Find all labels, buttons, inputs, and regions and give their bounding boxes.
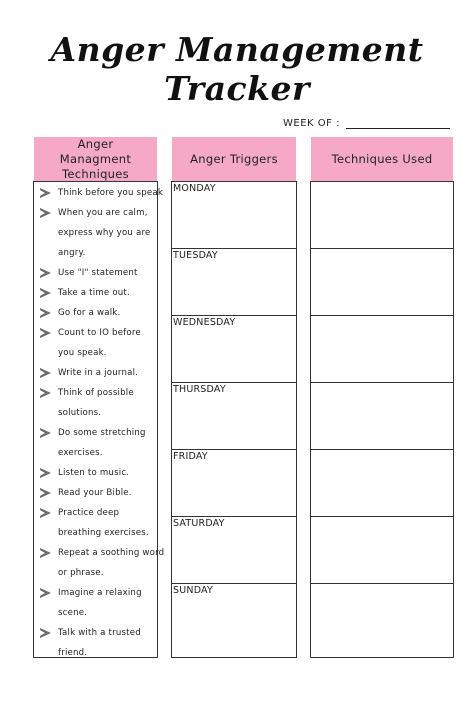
technique-text: Listen to music. (58, 468, 130, 478)
arrow-bullet-icon (40, 628, 51, 638)
technique-text: Repeat a soothing word (58, 548, 165, 558)
trigger-day-cell[interactable] (172, 383, 296, 450)
technique-text: express why you are (58, 228, 151, 238)
week-of-blank[interactable] (346, 118, 450, 129)
techniques-used-header-label: Techniques Used (331, 151, 433, 166)
technique-used-cell[interactable] (311, 316, 453, 383)
technique-text: breathing exercises. (58, 528, 149, 538)
technique-text: friend. (58, 648, 88, 658)
techniques-header-label: Anger Managment Techniques (59, 136, 132, 181)
day-label: SATURDAY (173, 518, 225, 529)
technique-text: Take a time out. (58, 288, 130, 298)
day-label: TUESDAY (173, 250, 218, 261)
techniques-header (34, 137, 157, 181)
arrow-bullet-icon (40, 308, 51, 318)
technique-used-cell[interactable] (311, 517, 453, 584)
technique-text: Write in a journal. (58, 368, 139, 378)
technique-text: Go for a walk. (58, 308, 121, 318)
arrow-bullet-icon (40, 508, 51, 518)
technique-text: Use "I" statement (58, 268, 138, 278)
technique-item (38, 205, 160, 265)
technique-item (38, 305, 160, 325)
arrow-bullet-icon (40, 488, 51, 498)
technique-text: exercises. (58, 448, 103, 458)
technique-text: scene. (58, 608, 88, 618)
trigger-day-cell[interactable] (172, 450, 296, 517)
arrow-bullet-icon (40, 468, 51, 478)
technique-item (38, 365, 160, 385)
day-label: THURSDAY (173, 384, 226, 395)
technique-item (38, 285, 160, 305)
technique-text: you speak. (58, 348, 107, 358)
arrow-bullet-icon (40, 428, 51, 438)
technique-item (38, 465, 160, 485)
arrow-bullet-icon (40, 288, 51, 298)
day-label: FRIDAY (173, 451, 208, 462)
techniques-used-column (310, 181, 454, 658)
arrow-bullet-icon (40, 368, 51, 378)
technique-text: When you are calm, (58, 208, 148, 218)
technique-item (38, 425, 160, 465)
trigger-day-cell[interactable] (172, 316, 296, 383)
trigger-day-cell[interactable] (172, 517, 296, 584)
page-title: Anger Management Tracker (50, 30, 424, 108)
technique-item (38, 485, 160, 505)
technique-item (38, 625, 160, 665)
technique-text: Imagine a relaxing (58, 588, 142, 598)
technique-text: Count to IO before (58, 328, 141, 338)
techniques-used-header (311, 137, 453, 181)
arrow-bullet-icon (40, 328, 51, 338)
technique-text: Think before you speak (58, 188, 164, 198)
day-label: SUNDAY (173, 585, 214, 596)
technique-item (38, 585, 160, 625)
day-label: MONDAY (173, 183, 216, 194)
technique-item (38, 385, 160, 425)
technique-text: Talk with a trusted (58, 628, 141, 638)
technique-used-cell[interactable] (311, 584, 453, 651)
technique-item (38, 505, 160, 545)
trigger-day-cell[interactable] (172, 584, 296, 651)
technique-text: angry. (58, 248, 86, 258)
technique-text: Do some stretching (58, 428, 146, 438)
arrow-bullet-icon (40, 588, 51, 598)
day-label: WEDNESDAY (173, 317, 236, 328)
technique-text: or phrase. (58, 568, 104, 578)
technique-text: Practice deep (58, 508, 120, 518)
trigger-day-cell[interactable] (172, 249, 296, 316)
technique-item (38, 265, 160, 285)
technique-used-cell[interactable] (311, 450, 453, 517)
technique-item (38, 325, 160, 365)
technique-item (38, 185, 164, 205)
arrow-bullet-icon (40, 268, 51, 278)
arrow-bullet-icon (40, 208, 51, 218)
arrow-bullet-icon (40, 388, 51, 398)
technique-text: solutions. (58, 408, 102, 418)
triggers-column (171, 181, 297, 658)
triggers-header-label: Anger Triggers (190, 151, 278, 166)
arrow-bullet-icon (40, 548, 51, 558)
technique-text: Read your Bible. (58, 488, 132, 498)
technique-used-cell[interactable] (311, 182, 453, 249)
week-of-label: WEEK OF : (283, 118, 340, 129)
week-of-field (283, 118, 450, 129)
arrow-bullet-icon (40, 188, 51, 198)
technique-text: Think of possible (58, 388, 134, 398)
technique-item (38, 545, 165, 585)
technique-used-cell[interactable] (311, 249, 453, 316)
technique-used-cell[interactable] (311, 383, 453, 450)
triggers-header (172, 137, 296, 181)
trigger-day-cell[interactable] (172, 182, 296, 249)
